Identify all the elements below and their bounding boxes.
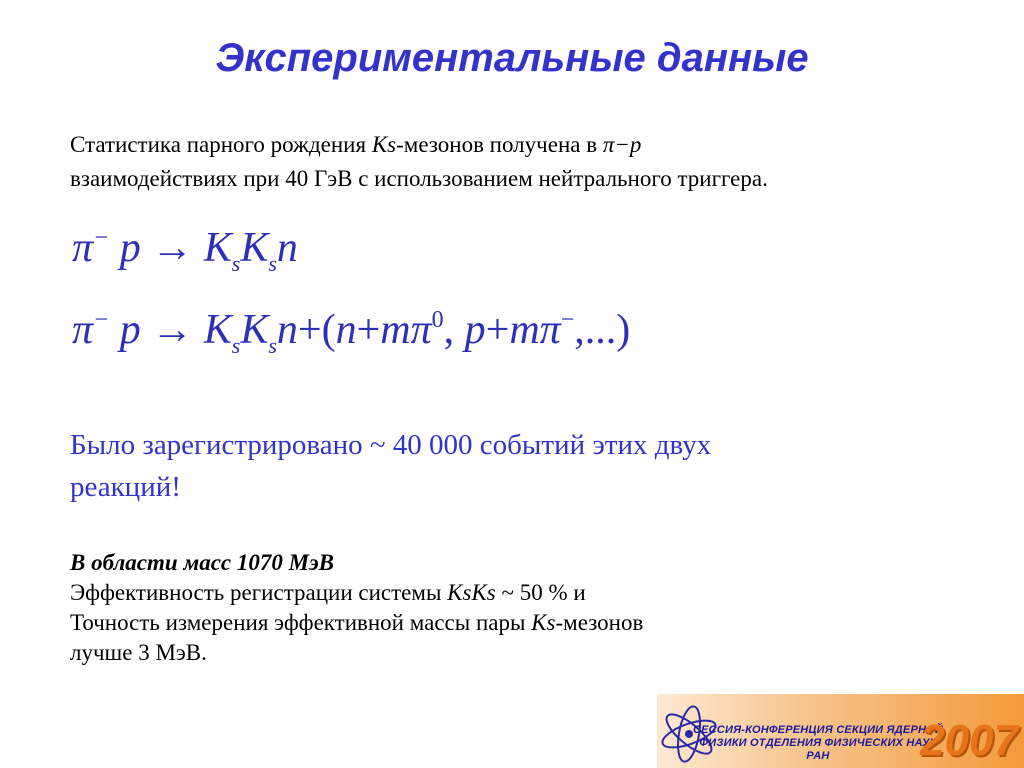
acc-text-b: -мезонов xyxy=(555,610,644,635)
f2-tail: ,...) xyxy=(574,307,631,353)
f2-open: ( xyxy=(321,307,336,353)
f2-plus2: + xyxy=(356,307,381,353)
eff-text-a: Эффективность регистрации системы xyxy=(70,580,448,605)
logo-year: 2007 xyxy=(920,716,1018,765)
f2-m2: mπ xyxy=(509,307,561,353)
f2-k1: K xyxy=(203,307,232,353)
reaction-formula-2 xyxy=(72,306,630,359)
logo-line2: ФИЗИКИ ОТДЕЛЕНИЯ ФИЗИЧЕСКИХ НАУК xyxy=(699,737,937,749)
logo-line1: СЕССИЯ-КОНФЕРЕНЦИЯ СЕКЦИИ ЯДЕРНОЙ xyxy=(692,724,944,736)
f2-minus2: − xyxy=(560,307,575,333)
f2-n: n xyxy=(276,307,298,353)
f2-arrow: → xyxy=(151,307,194,353)
f2-p2: p xyxy=(464,307,486,353)
highlight-line2: реакций! xyxy=(70,471,181,503)
intro-text xyxy=(70,128,970,196)
f2-plus3: + xyxy=(485,307,510,353)
f1-k1: K xyxy=(203,225,232,271)
f1-arrow: → xyxy=(151,225,194,271)
f2-p: p xyxy=(119,307,141,353)
intro-line2: взаимодействиях при 40 ГэВ с использованием нейтрального триггера. xyxy=(70,166,768,191)
intro-part1: Статистика парного рождения xyxy=(70,132,372,157)
eff-text-b: ~ 50 % и xyxy=(495,580,586,605)
highlight-line1: Было зарегистрировано ~ 40 000 событий этих двух xyxy=(70,429,712,461)
conference-logo xyxy=(657,694,1024,768)
f1-minus: − xyxy=(93,225,110,251)
intro-pip: π−p xyxy=(602,132,642,157)
f2-k2: K xyxy=(240,307,269,353)
events-highlight xyxy=(70,424,870,508)
f2-minus: − xyxy=(93,307,110,333)
f2-s1: s xyxy=(231,333,241,358)
intro-part2: -мезонов получена в xyxy=(396,132,603,157)
f2-plus: + xyxy=(297,307,322,353)
slide-title: Экспериментальные данные xyxy=(215,36,809,80)
f1-k2: K xyxy=(240,225,269,271)
f2-pi: π xyxy=(72,307,94,353)
f1-pi: π xyxy=(72,225,94,271)
f2-m1: mπ xyxy=(380,307,432,353)
f2-comma: , xyxy=(443,307,455,353)
f1-p: p xyxy=(119,225,141,271)
intro-ks: Ks xyxy=(371,132,397,157)
f1-s2: s xyxy=(268,251,277,276)
acc-ks: Ks xyxy=(531,610,556,635)
f2-zero: 0 xyxy=(431,307,444,333)
reaction-formula-1 xyxy=(72,224,298,277)
f1-s1: s xyxy=(231,251,241,276)
eff-ksks: KsKs xyxy=(447,580,496,605)
mass-heading: В области масс 1070 МэВ xyxy=(70,550,334,575)
logo-line3: РАН xyxy=(806,750,830,762)
acc-text-a: Точность измерения эффективной массы пары xyxy=(70,610,532,635)
acc-line2: лучше 3 МэВ. xyxy=(70,640,207,665)
f2-s2: s xyxy=(268,333,277,358)
mass-section xyxy=(70,548,870,668)
f2-n2: n xyxy=(335,307,357,353)
f1-n: n xyxy=(276,225,298,271)
